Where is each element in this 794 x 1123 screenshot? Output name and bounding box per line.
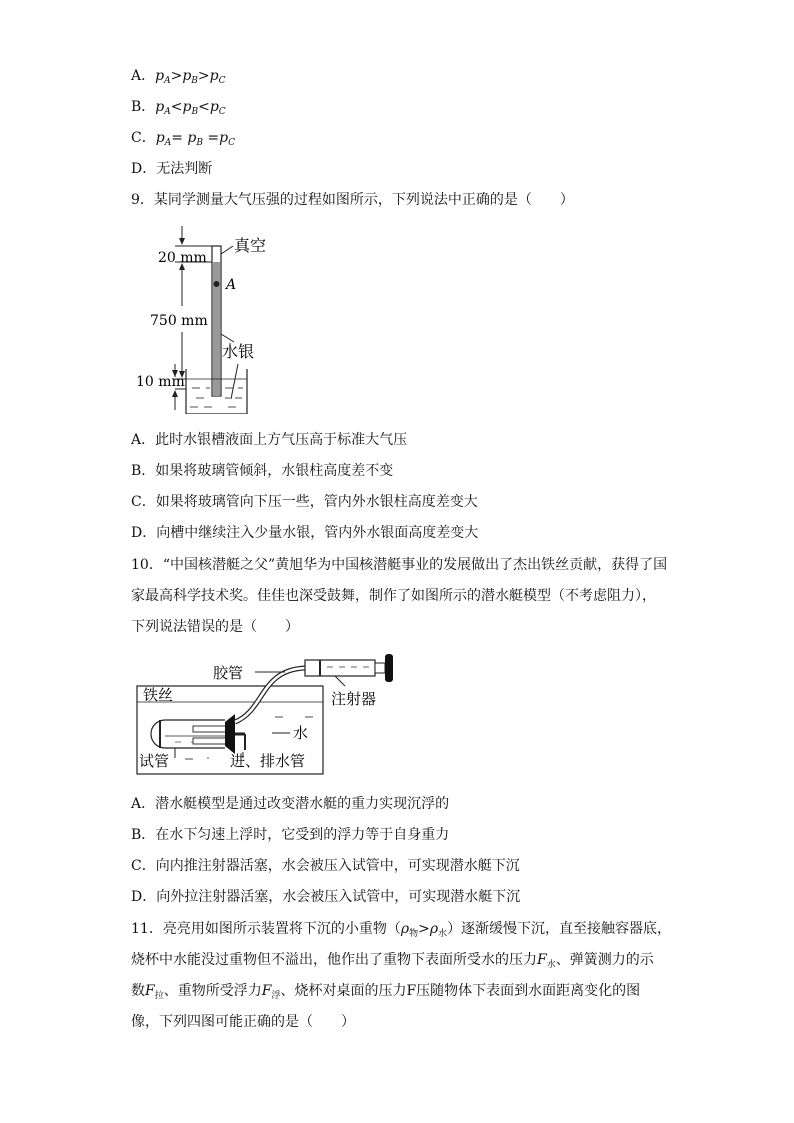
symbol-rho: ρ (400, 921, 410, 937)
symbol-sub: 水 (438, 929, 448, 939)
symbol-sub: 物 (409, 929, 419, 939)
option-8c (131, 128, 235, 153)
option-expr: $p_A= p_B =p_C$ (155, 130, 236, 148)
question-11-stem-4: 像，下列四图可能正确的是（ ） (131, 1014, 355, 1030)
option-9c: C．如果将玻璃管向下压一些，管内外水银柱高度差变大 (131, 494, 478, 510)
symbol-sub: 水 (546, 960, 556, 970)
option-8b (131, 97, 226, 122)
question-11-stem-1 (131, 919, 671, 944)
label-inout-pipe: 进、排水管 (230, 752, 306, 770)
stem-text: F压随物体下表面到水面距离变化的图 (406, 983, 641, 999)
label-water: 水 (293, 724, 309, 742)
option-10b: B．在水下匀速上浮时，它受到的浮力等于自身重力 (131, 827, 450, 843)
label-mercury: 水银 (222, 342, 255, 361)
question-10-stem-3: 下列说法错误的是（ ） (131, 619, 299, 635)
option-9d: D．向槽中继续注入少量水银，管内外水银面高度差变大 (131, 525, 479, 541)
option-text: 无法判断 (156, 161, 213, 177)
label-a: A (226, 277, 237, 293)
submarine-figure (135, 650, 415, 780)
stem-text: 、烧杯对桌面的压力 (280, 983, 407, 999)
option-8a (131, 66, 226, 91)
label-wire: 铁丝 (143, 686, 174, 704)
option-9a: A．此时水银槽液面上方气压高于标准大气压 (131, 432, 408, 448)
question-11-stem-2 (131, 950, 654, 975)
question-10-stem-1: 10．“中国核潜艇之父”黄旭华为中国核潜艇事业的发展做出了杰出铁丝贡献，获得了国 (131, 557, 668, 573)
syringe (305, 660, 375, 676)
label-syringe: 注射器 (331, 690, 377, 708)
option-8d (131, 159, 212, 179)
label-750mm: 750 mm (150, 313, 208, 329)
symbol-f: F (537, 952, 547, 968)
rubber-hose (235, 668, 305, 722)
option-label: A． (131, 68, 156, 84)
option-expr: $p_A<p_B<p_C$ (155, 99, 226, 117)
stem-text: ）逐渐缓慢下沉，直至接触容器底， (447, 921, 672, 937)
option-10a: A．潜水艇模型是通过改变潜水艇的重力实现沉浮的 (131, 796, 450, 812)
label-vacuum: 真空 (234, 236, 267, 255)
question-10-stem-2: 家最高科学技术奖。佳佳也深受鼓舞，制作了如图所示的潜水艇模型（不考虑阻力）， (131, 588, 656, 604)
symbol-sub: 浮 (271, 991, 281, 1001)
point-a (214, 281, 220, 287)
stopper (225, 714, 235, 754)
symbol-f: F (145, 983, 155, 999)
syringe-plunger (385, 654, 393, 682)
stem-text: 11．亮亮用如图所示装置将下沉的小重物（ (131, 921, 401, 937)
symbol-f: F (261, 983, 272, 999)
stem-text: 、弹簧测力的示 (555, 952, 654, 968)
option-label: B． (131, 99, 156, 115)
label-hose: 胶管 (213, 664, 244, 682)
label-10mm: 10 mm (136, 374, 185, 390)
symbol-sub: 拉 (154, 991, 164, 1001)
option-9b: B．如果将玻璃管倾斜，水银柱高度差不变 (131, 463, 394, 479)
option-10c: C．向内推注射器活塞，水会被压入试管中，可实现潜水艇下沉 (131, 858, 520, 874)
symbol-rho: ρ (429, 921, 439, 937)
question-11-stem-3 (131, 981, 640, 1006)
option-10d: D．向外拉注射器活塞，水会被压入试管中，可实现潜水艇下沉 (131, 889, 521, 905)
option-expr: $p_A>p_B>p_C$ (155, 68, 226, 86)
stem-text: 烧杯中水能没过重物但不溢出，他作出了重物下表面所受水的压力 (131, 952, 537, 968)
option-label: C． (131, 130, 156, 146)
question-9-stem: 9．某同学测量大气压强的过程如图所示，下列说法中正确的是（ ） (131, 192, 574, 208)
stem-text: 数 (131, 983, 145, 999)
stem-text: 、重物所受浮力 (163, 983, 262, 999)
torricelli-figure (130, 224, 290, 414)
option-label: D． (131, 161, 157, 177)
symbol-gt: > (418, 921, 430, 937)
label-tube: 试管 (139, 752, 170, 770)
label-20mm: 20 mm (158, 250, 207, 266)
